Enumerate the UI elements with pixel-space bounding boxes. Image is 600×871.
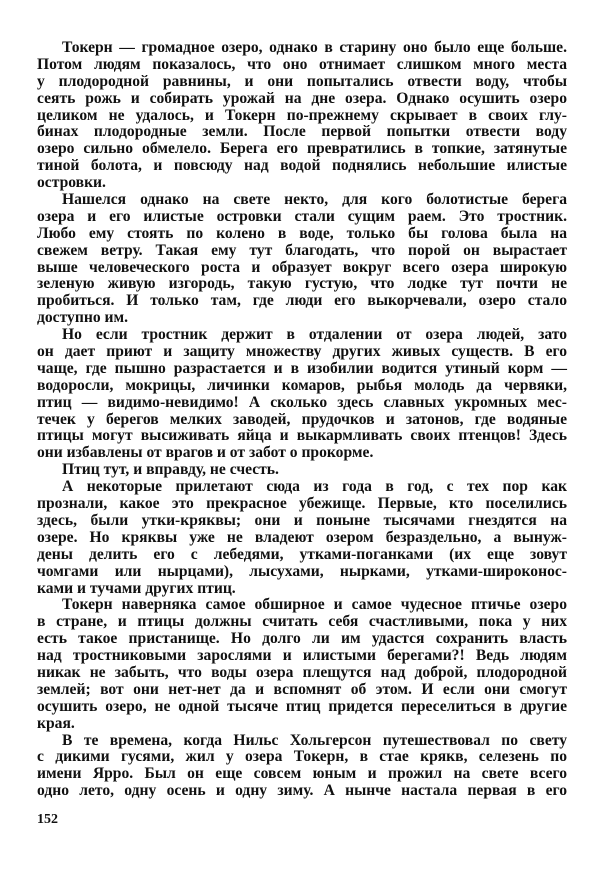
text-line: островки. bbox=[37, 174, 106, 192]
text-line: тиной болота, и повсюду над водой поднялись небольшие илистые bbox=[37, 157, 567, 175]
text-line: Но если тростник держит в отдалении от озера людей, зато bbox=[62, 326, 567, 344]
text-line: А некоторые прилетают сюда из года в год, с тех пор как bbox=[62, 478, 567, 496]
text-line: есть такое пристанище. Но долго ли им удастся сохранить власть bbox=[37, 630, 567, 648]
text-line: зеленую живую изгородь, такую густую, что лодке тут почти не bbox=[37, 275, 567, 293]
text-line: Нашелся однако на свете некто, для кого болотистые берега bbox=[62, 191, 567, 209]
text-line: чаще, где пышно разрастается и в изобилии водится утиный корм — bbox=[37, 359, 567, 377]
text-line: они избавлены от врагов и от забот о прокорме. bbox=[37, 444, 374, 462]
text-line: пробиться. И только там, где люди его выкорчевали, озеро стало bbox=[37, 292, 567, 310]
text-line: Любо ему стоять по колено в воде, только бы голова была на bbox=[37, 224, 567, 242]
text-line: птиц — видимо-невидимо! А сколько здесь славных укромных мес- bbox=[37, 393, 567, 411]
text-line: Токерн — громадное озеро, однако в старину оно было еще больше. bbox=[62, 39, 567, 56]
text-line: сеять рожь и собирать урожай на дне озера. Однако осушить озеро bbox=[37, 89, 567, 107]
text-line: ками и тучами других птиц. bbox=[37, 579, 236, 597]
text-line: над тростниковыми зарослями и илистыми берегами?! Ведь людям bbox=[37, 647, 567, 665]
text-line: имени Ярро. Был он еще совсем юным и прожил на свете всего bbox=[37, 765, 567, 783]
text-line: Птиц тут, и вправду, не счесть. bbox=[62, 461, 279, 479]
page-number: 152 bbox=[37, 812, 58, 827]
text-line: чомгами или нырцами), лысухами, нырками, утками-широконос- bbox=[37, 562, 567, 580]
text-line: бинах плодородные земли. После первой попытки отвести воду bbox=[37, 123, 567, 141]
text-line: Токерн наверняка самое обширное и самое чудесное птичье озеро bbox=[62, 596, 567, 614]
text-line: дены делить его с лебедями, утками-поганками (их еще зовут bbox=[37, 545, 567, 563]
text-line: края. bbox=[37, 714, 75, 732]
text-line: В те времена, когда Нильс Хольгерсон путешествовал по свету bbox=[62, 731, 567, 749]
text-line: Потом людям показалось, что оно отнимает слишком много места bbox=[37, 55, 567, 73]
text-line: свежем ветру. Такая ему тут благодать, что порой он вырастает bbox=[37, 241, 567, 259]
text-line: землей; вот они нет-нет да и вспомнят об этом. И если они смогут bbox=[37, 680, 567, 698]
text-line: озеро сильно обмелело. Берега его превратились в топкие, затянутые bbox=[37, 140, 567, 158]
text-line: течек у берегов мелких заводей, прудочков и затонов, где водяные bbox=[37, 410, 567, 428]
text-line: здесь, были утки-кряквы; они и поныне тысячами гнездятся на bbox=[37, 511, 567, 529]
text-line: водоросли, мокрицы, личинки комаров, рыбья молодь да червяки, bbox=[37, 376, 567, 394]
text-line: одно лето, одну осень и одну зиму. А нынче настала первая в его bbox=[37, 782, 567, 800]
text-line: озера и его илистые островки стали сущим раем. Это тростник. bbox=[37, 207, 567, 225]
text-line: целиком не удалось, и Токерн по-прежнему скрывает в своих глу- bbox=[37, 106, 567, 124]
text-line: он дает приют и защиту множеству других живых существ. В его bbox=[37, 343, 567, 361]
text-line: выше человеческого роста и образует вокруг всего озера широкую bbox=[37, 258, 567, 276]
text-line: доступно им. bbox=[37, 309, 129, 327]
text-line: у плодородной равнины, и они попытались отвести воду, чтобы bbox=[37, 72, 567, 90]
text-line: в стране, и птицы должны считать себя счастливыми, пока у них bbox=[37, 613, 567, 631]
text-line: никак не забыть, что воды озера плещутся над доброй, плодородной bbox=[37, 663, 567, 681]
text-line: с дикими гусями, жил у озера Токерн, в стае крякв, селезень по bbox=[37, 748, 567, 766]
text-line: птицы могут высиживать яйца и выкармливать своих птенцов! Здесь bbox=[37, 427, 567, 445]
text-line: прознали, какое это прекрасное убежище. Первые, кто поселились bbox=[37, 495, 567, 513]
page-text bbox=[37, 40, 567, 800]
text-line: озере. Но кряквы уже не владеют озером безраздельно, а вынуж- bbox=[37, 528, 567, 546]
text-line: осушить озеро, не одной тысяче птиц придется переселиться в другие bbox=[37, 697, 567, 715]
